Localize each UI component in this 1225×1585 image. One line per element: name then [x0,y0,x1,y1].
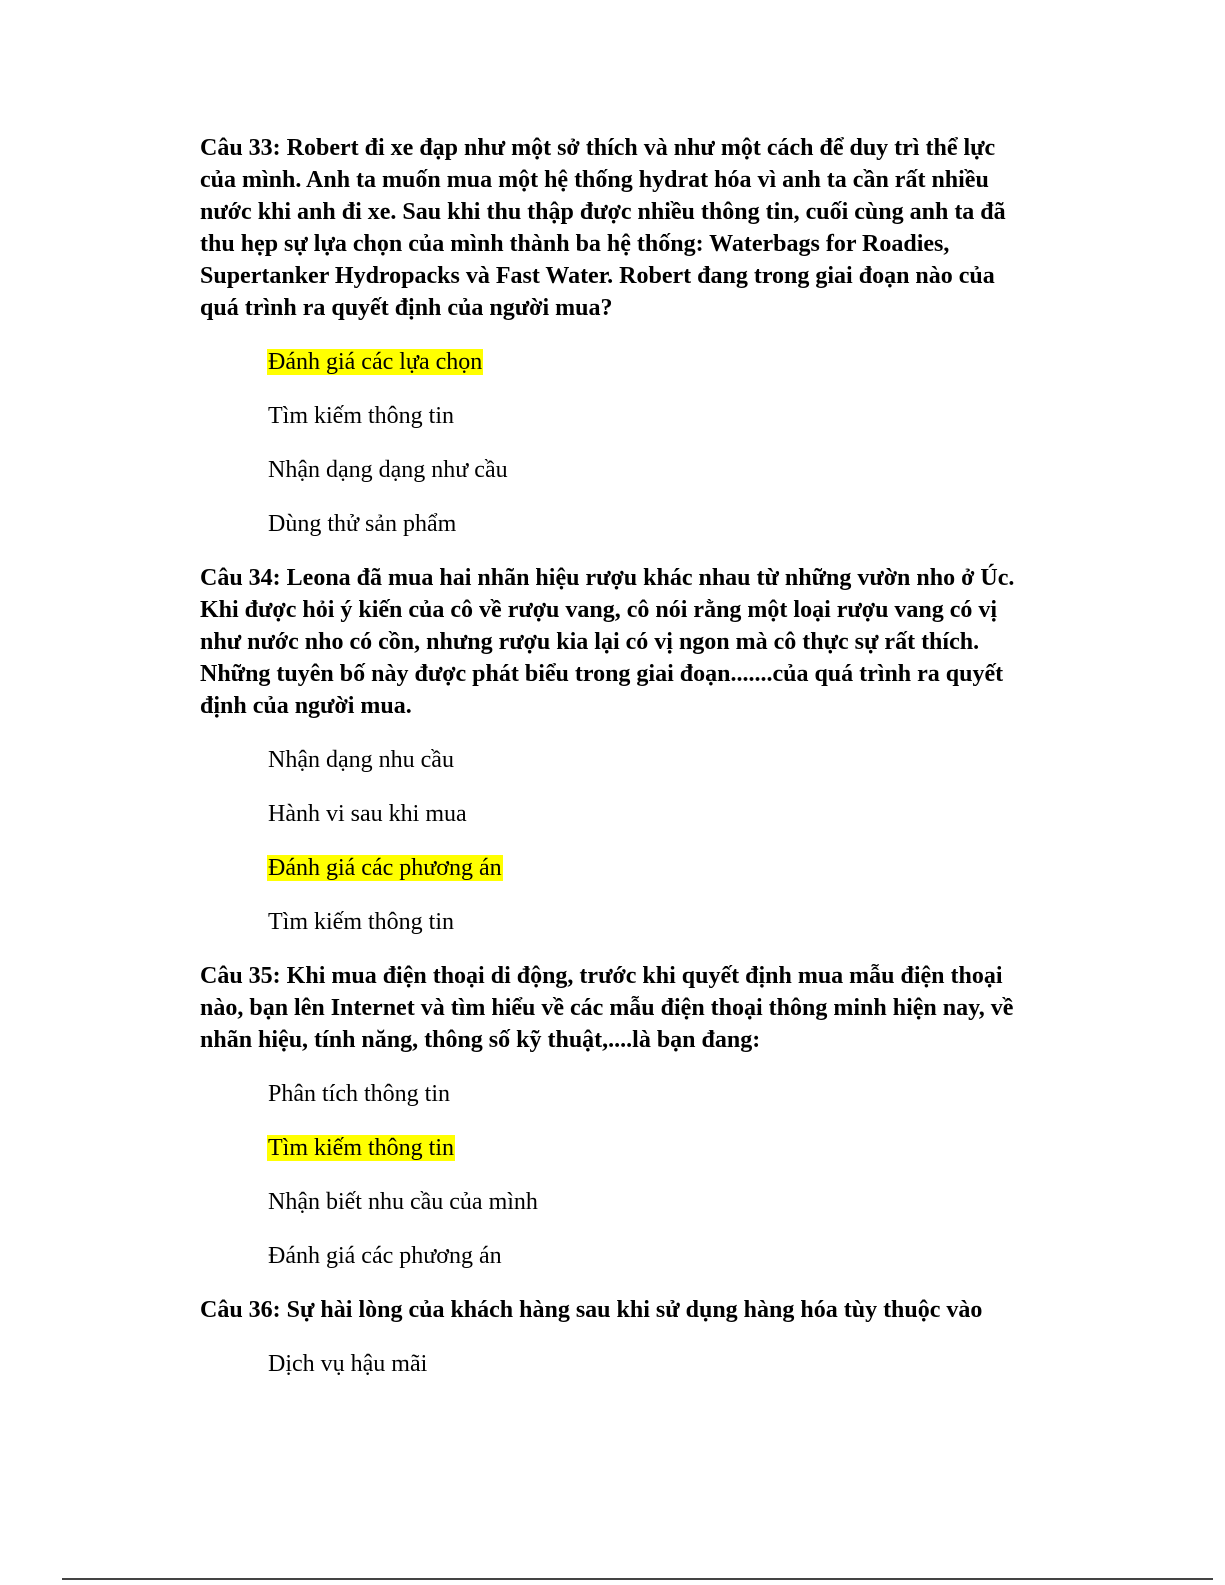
option-text: Phân tích thông tin [268,1081,450,1107]
option-text: Tìm kiếm thông tin [268,909,454,935]
option-text: Tìm kiếm thông tin [268,1135,454,1161]
option-text: Dịch vụ hậu mãi [268,1351,428,1377]
option-text: Đánh giá các phương án [268,1243,502,1269]
option-33-d [267,508,1035,540]
option-33-c [267,454,1035,486]
option-35-d [267,1240,1035,1272]
option-34-a [267,744,1035,776]
option-35-b [267,1132,1035,1164]
question-33: Câu 33: Robert đi xe đạp như một sở thích và như một cách để duy trì thể lực của mình. Anh ta muốn mua một hệ thống hydrat hóa vì anh ta cần rất nhiều nước khi anh đi xe. Sau khi thu thập được nhiều thông tin, cuối cùng anh ta đã thu hẹp sự lựa chọn của mình thành ba hệ thống: Waterbags for Roadies, Supertanker Hydropacks và Fast Water. Robert đang trong giai đoạn nào của quá trình ra quyết định của người mua? [200,135,1006,321]
option-34-b [267,798,1035,830]
page-bottom-rule [62,1578,1213,1580]
option-34-d [267,906,1035,938]
option-35-c [267,1186,1035,1218]
option-text: Dùng thử sản phẩm [268,511,457,537]
options-question-34 [200,744,1035,938]
question-36: Câu 36: Sự hài lòng của khách hàng sau khi sử dụng hàng hóa tùy thuộc vào [200,1297,983,1323]
question-34: Câu 34: Leona đã mua hai nhãn hiệu rượu khác nhau từ những vườn nho ở Úc. Khi được hỏi ý kiến của cô về rượu vang, cô nói rằng một loại rượu vang có vị như nước nho có cồn, nhưng rượu kia lại có vị ngon mà cô thực sự rất thích. Những tuyên bố này được phát biểu trong giai đoạn.......của quá trình ra quyết định của người mua. [200,565,1015,719]
question-35: Câu 35: Khi mua điện thoại di động, trước khi quyết định mua mẫu điện thoại nào, bạn lên Internet và tìm hiểu về các mẫu điện thoại thông minh hiện nay, về nhãn hiệu, tính năng, thông số kỹ thuật,....là bạn đang: [200,963,1014,1053]
options-question-33 [200,346,1035,540]
option-text: Nhận dạng nhu cầu [268,747,454,773]
option-34-c [267,852,1035,884]
options-question-36 [200,1348,1035,1380]
option-35-a [267,1078,1035,1110]
options-question-35 [200,1078,1035,1272]
option-33-a [267,346,1035,378]
option-36-a [267,1348,1035,1380]
option-text: Hành vi sau khi mua [268,801,467,827]
option-text: Nhận dạng dạng như cầu [268,457,508,483]
option-33-b [267,400,1035,432]
option-text: Nhận biết nhu cầu của mình [268,1189,538,1215]
option-text: Tìm kiếm thông tin [268,403,454,429]
option-text: Đánh giá các phương án [268,855,502,881]
quiz-content [200,132,1035,1402]
option-text: Đánh giá các lựa chọn [268,349,483,375]
